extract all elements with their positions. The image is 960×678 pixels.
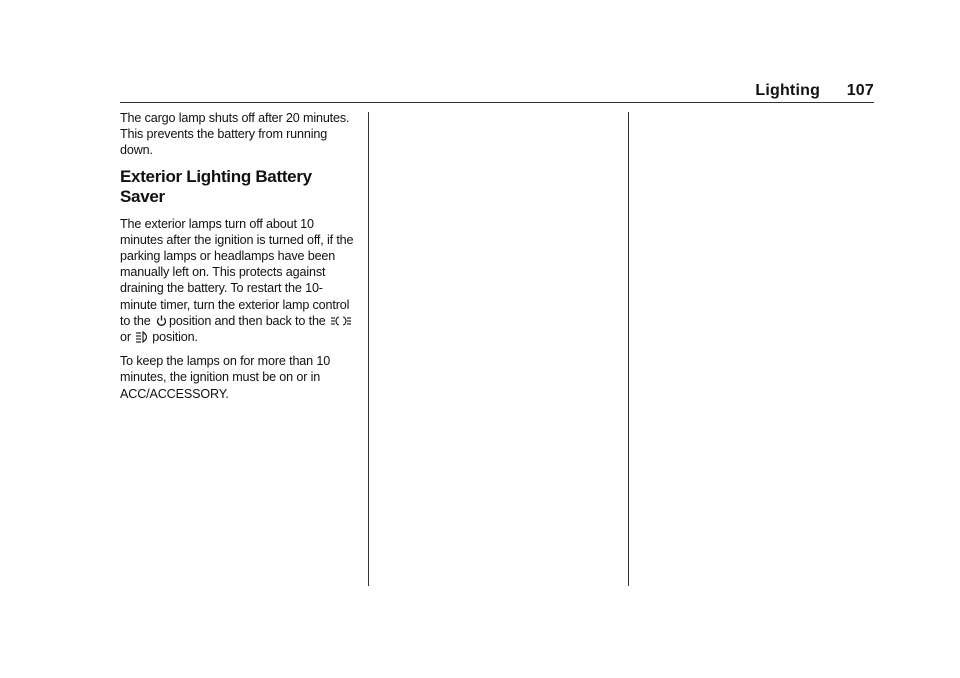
battery-saver-paragraph: [120, 216, 356, 346]
cargo-lamp-paragraph: The cargo lamp shuts off after 20 minutes. This prevents the battery from running down.: [120, 111, 350, 158]
power-off-icon: [156, 313, 167, 329]
section-title: Lighting: [755, 82, 821, 99]
keep-lamps-paragraph: To keep the lamps on for more than 10 minutes, the ignition must be on or in ACC/ACCESSORY.: [120, 354, 331, 401]
headlamp-icon: [136, 329, 150, 345]
header-rule: [120, 102, 874, 103]
column-divider-2: [628, 112, 629, 586]
text-run: The exterior lamps turn off about 10 minutes after the ignition is turned off, if the parking lamps or headlamps have been manually left on. This protects against draining the battery. To restart the 10-minute timer, turn the exterior lamp control to the: [120, 216, 354, 328]
text-run: position.: [152, 330, 198, 345]
column-divider-1: [368, 112, 369, 586]
text-run: position and then back to the: [168, 313, 326, 328]
parking-lamp-icon: [331, 313, 351, 329]
left-column: [120, 110, 356, 410]
section-heading: Exterior Lighting Battery Saver: [120, 166, 312, 206]
page-number: 107: [846, 82, 874, 99]
page-header: [755, 82, 874, 100]
text-run: or: [120, 330, 131, 345]
